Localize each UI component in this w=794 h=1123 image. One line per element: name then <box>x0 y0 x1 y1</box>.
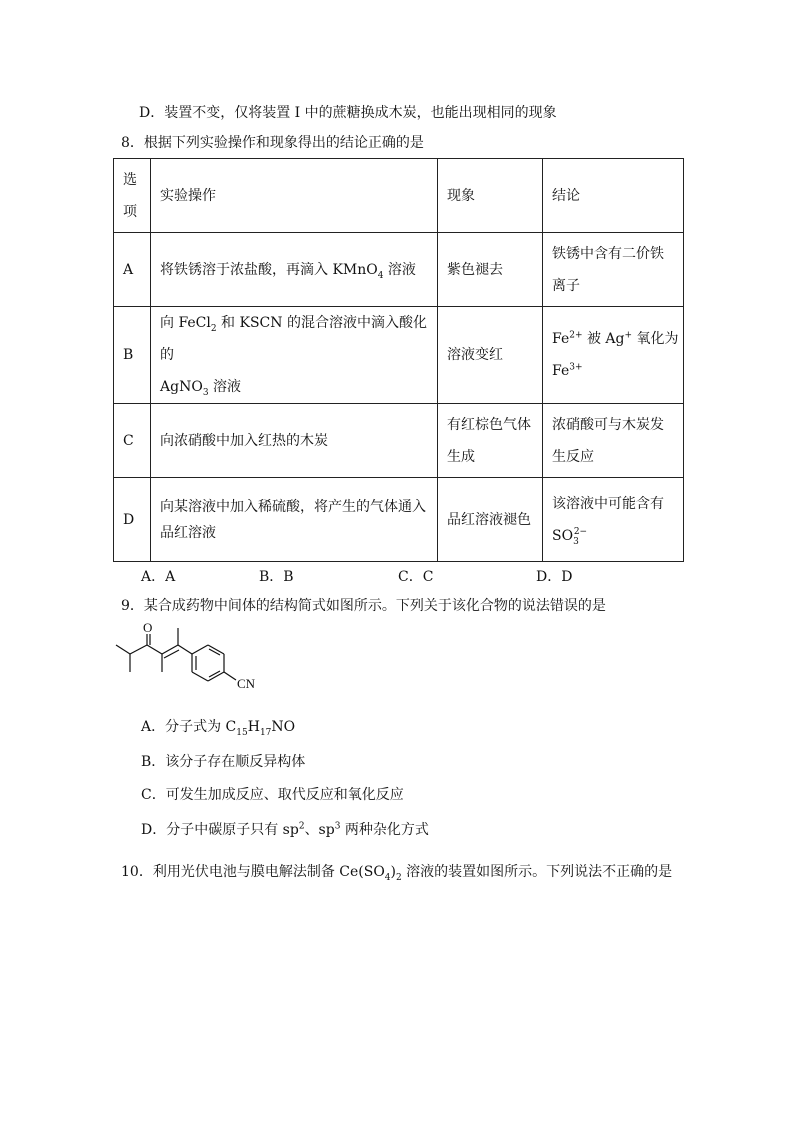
q9-option-a[interactable]: A．分子式为 $C_{15}H_{17}NO$ <box>141 719 296 738</box>
row-phenomenon: 品红溶液褪色 <box>438 478 543 562</box>
row-conclusion: $Fe^{2+}$ 被 Ag+ 氧化为 $Fe^{3+}$ <box>543 307 684 404</box>
row-phenomenon: 溶液变红 <box>438 307 543 404</box>
q8-choice-a[interactable]: A．A <box>141 569 176 585</box>
q9-option-c[interactable]: C．可发生加成反应、取代反应和氧化反应 <box>141 787 404 803</box>
q8-stem: 8．根据下列实验操作和现象得出的结论正确的是 <box>121 135 424 151</box>
q8-choice-d[interactable]: D．D <box>536 569 573 585</box>
q9-structural-formula <box>112 620 272 698</box>
q8-choice-c[interactable]: C．C <box>398 569 434 585</box>
row-conclusion: 该溶液中可能含有 $SO_3^{2-}$ <box>543 478 684 562</box>
struct-label-o: O <box>143 620 153 635</box>
table-row <box>114 404 684 478</box>
header-phenomenon: 现象 <box>438 159 543 233</box>
row-phenomenon: 有红棕色气体 生成 <box>438 404 543 478</box>
q9-option-b[interactable]: B．该分子存在顺反异构体 <box>141 754 306 770</box>
q8-table <box>113 158 684 562</box>
row-option: C <box>114 404 151 478</box>
row-option: D <box>114 478 151 562</box>
q10-stem: 10．利用光伏电池与膜电解法制备 $Ce(SO_4)_2$ 溶液的装置如图所示。下列说法不正确的是 <box>121 864 673 883</box>
header-option: 选 项 <box>114 159 151 233</box>
table-row <box>114 478 684 562</box>
row-operation: 将铁锈溶于浓盐酸，再滴入 KMnO$_4$ 溶液 <box>151 233 438 307</box>
header-conclusion: 结论 <box>543 159 684 233</box>
row-option: B <box>114 307 151 404</box>
row-operation: 向浓硝酸中加入红热的木炭 <box>151 404 438 478</box>
row-operation: 向 FeCl$_2$ 和 KSCN 的混合溶液中滴入酸化的 AgNO$_3$ 溶液 <box>151 307 438 404</box>
table-row <box>114 307 684 404</box>
struct-label-cn: CN <box>237 676 256 691</box>
row-operation: 向某溶液中加入稀硫酸，将产生的气体通入 品红溶液 <box>151 478 438 562</box>
header-operation: 实验操作 <box>151 159 438 233</box>
row-option: A <box>114 233 151 307</box>
row-conclusion: 浓硝酸可与木炭发 生反应 <box>543 404 684 478</box>
q7-option-d: D．装置不变，仅将装置 I 中的蔗糖换成木炭，也能出现相同的现象 <box>139 105 557 121</box>
q8-choice-b[interactable]: B．B <box>259 569 294 585</box>
row-phenomenon: 紫色褪去 <box>438 233 543 307</box>
row-conclusion: 铁锈中含有二价铁 离子 <box>543 233 684 307</box>
q9-option-d[interactable]: D．分子中碳原子只有 $sp^2$、$sp^3$ 两种杂化方式 <box>141 821 429 838</box>
table-row <box>114 233 684 307</box>
q9-stem: 9．某合成药物中间体的结构简式如图所示。下列关于该化合物的说法错误的是 <box>121 598 606 614</box>
table-header-row <box>114 159 684 233</box>
